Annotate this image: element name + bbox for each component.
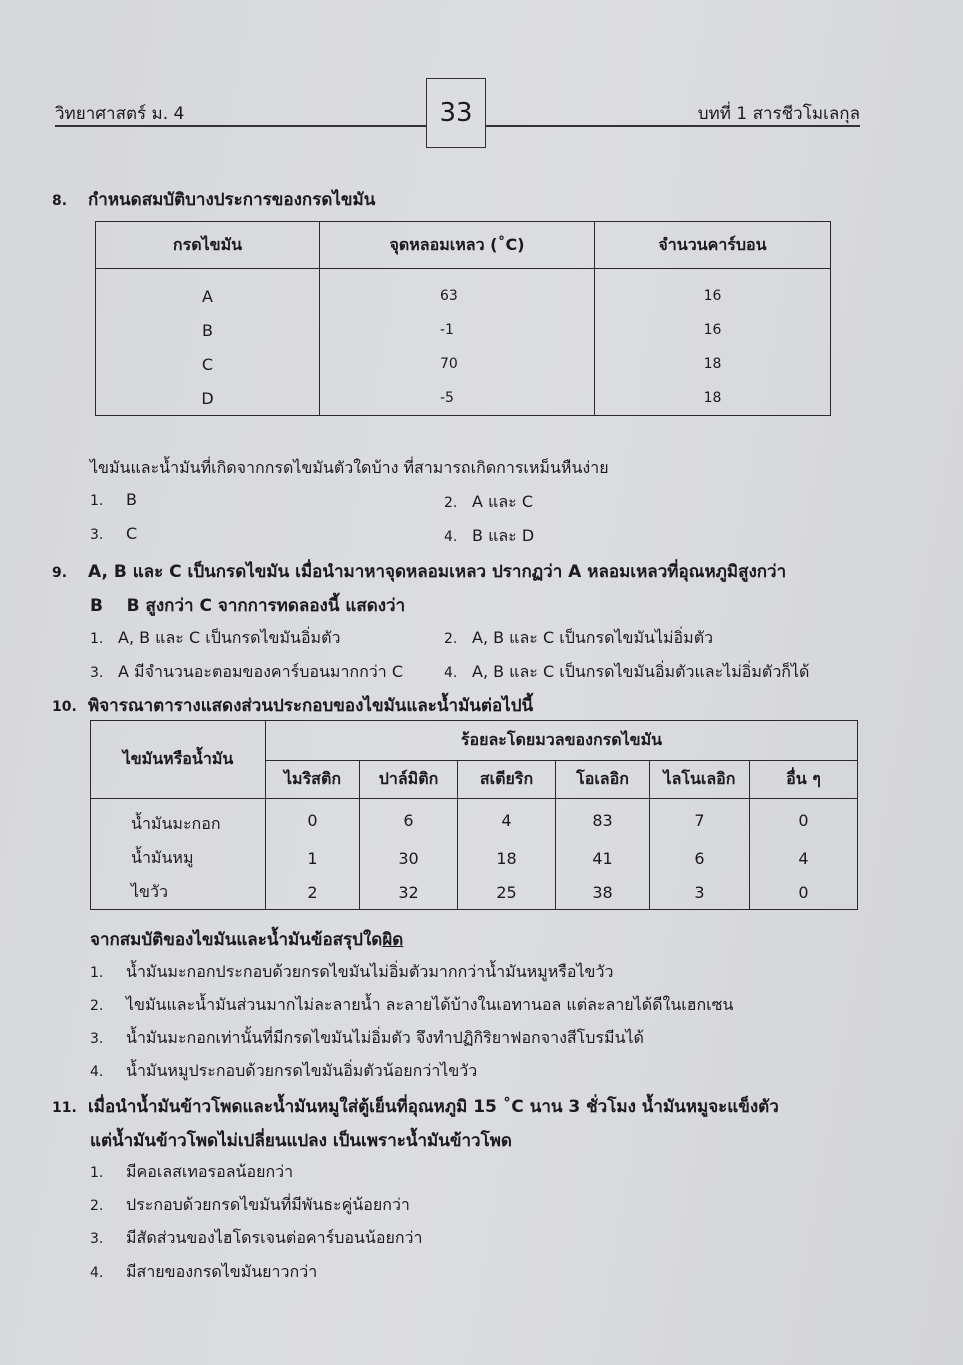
fatty-acid-table: กรดไขมัน จุดหลอมเหลว (˚C) จำนวนคาร์บอน A 63 16 B -1 16 C 70 18 D -5 18	[95, 221, 831, 416]
question-11: 11. เมื่อนำน้ำมันข้าวโพดและน้ำมันหมูใส่ตู้เย็นที่อุณหภูมิ 15 ˚C นาน 3 ชั่วโมง น้ำมันหมูจะแข็งตัว	[52, 1097, 779, 1117]
option[interactable]: 2. ไขมันและน้ำมันส่วนมากไม่ละลายน้ำ ละลายได้บ้างในเอทานอล แต่ละลายได้ดีในเฮกเซน	[90, 995, 734, 1014]
option[interactable]: 2. A และ C	[444, 492, 533, 511]
option[interactable]: 4. A, B และ C เป็นกรดไขมันอิ่มตัวและไม่อิ่มตัวก็ได้	[444, 662, 810, 681]
table-row: A 63 16	[96, 279, 831, 313]
option[interactable]: 1. A, B และ C เป็นกรดไขมันอิ่มตัว	[90, 628, 341, 647]
option[interactable]: 3. A มีจำนวนอะตอมของคาร์บอนมากกว่า C	[90, 662, 404, 681]
question-9-line2: B B สูงกว่า C จากการทดลองนี้ แสดงว่า	[90, 596, 406, 616]
option[interactable]: 4. B และ D	[444, 526, 535, 545]
option[interactable]: 4. มีสายของกรดไขมันยาวกว่า	[90, 1262, 318, 1281]
option[interactable]: 3. C	[90, 524, 138, 543]
table-row: C 70 18	[96, 347, 831, 381]
table-row: B -1 16	[96, 313, 831, 347]
header-chapter: บทที่ 1 สารชีวโมเลกุล	[697, 104, 860, 124]
option[interactable]: 3. มีสัดส่วนของไฮโดรเจนต่อคาร์บอนน้อยกว่า	[90, 1228, 423, 1247]
table-row: น้ำมันมะกอก 0 6 4 83 7 0	[91, 799, 858, 842]
option[interactable]: 1. มีคอเลสเทอรอลน้อยกว่า	[90, 1162, 294, 1181]
option[interactable]: 1. น้ำมันมะกอกประกอบด้วยกรดไขมันไม่อิ่มตัวมากกว่าน้ำมันหมูหรือไขวัว	[90, 962, 614, 981]
table-row: ไขวัว 2 32 25 38 3 0	[91, 875, 858, 910]
header-rule	[55, 125, 426, 127]
header-subject: วิทยาศาสตร์ ม. 4	[55, 104, 185, 124]
question-10-prompt: จากสมบัติของไขมันและน้ำมันข้อสรุปใดผิด	[90, 930, 404, 950]
question-10: 10. พิจารณาตารางแสดงส่วนประกอบของไขมันและน้ำมันต่อไปนี้	[52, 696, 534, 716]
option[interactable]: 3. น้ำมันมะกอกเท่านั้นที่มีกรดไขมันไม่อิ่มตัว จึงทำปฏิกิริยาฟอกจางสีโบรมีนได้	[90, 1028, 644, 1047]
table-row: D -5 18	[96, 381, 831, 416]
header-rule	[486, 125, 860, 127]
fat-composition-table: ไขมันหรือน้ำมัน ร้อยละโดยมวลของกรดไขมัน ไมริสติก ปาล์มิติก สเตียริก โอเลอิก ไลโนเลอิก อื่น ๆ น้ำมันมะกอก 0 6 4 83 7 0 น้ำมันหมู 1 30 18 41 6 4 ไขวัว 2 32 25 38 3 0	[90, 720, 858, 910]
question-9: 9. A, B และ C เป็นกรดไขมัน เมื่อนำมาหาจุดหลอมเหลว ปรากฏว่า A หลอมเหลวที่อุณหภูมิสูงกว่า	[52, 562, 787, 582]
option[interactable]: 1. B	[90, 490, 137, 509]
question-11-line2: แต่น้ำมันข้าวโพดไม่เปลี่ยนแปลง เป็นเพราะน้ำมันข้าวโพด	[90, 1131, 512, 1151]
option[interactable]: 2. ประกอบด้วยกรดไขมันที่มีพันธะคู่น้อยกว่า	[90, 1195, 410, 1214]
table-row: น้ำมันหมู 1 30 18 41 6 4	[91, 841, 858, 875]
option[interactable]: 4. น้ำมันหมูประกอบด้วยกรดไขมันอิ่มตัวน้อยกว่าไขวัว	[90, 1061, 478, 1080]
question-8-prompt: ไขมันและน้ำมันที่เกิดจากกรดไขมันตัวใดบ้าง ที่สามารถเกิดการเหม็นหืนง่าย	[90, 458, 609, 477]
page-number: 33	[426, 78, 486, 148]
question-8: 8. กำหนดสมบัติบางประการของกรดไขมัน	[52, 190, 376, 210]
option[interactable]: 2. A, B และ C เป็นกรดไขมันไม่อิ่มตัว	[444, 628, 714, 647]
